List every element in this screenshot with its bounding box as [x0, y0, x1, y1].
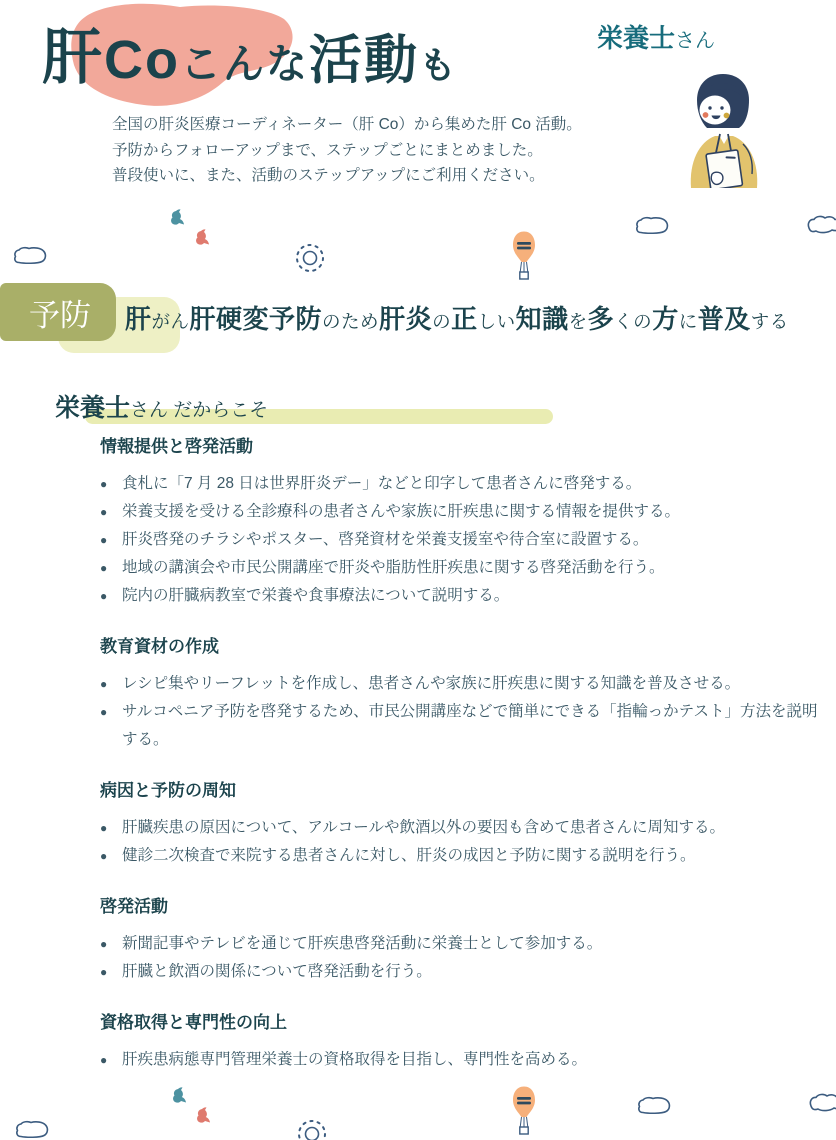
section-list	[100, 930, 830, 986]
list-item	[100, 554, 830, 582]
bullet-icon: ●	[100, 677, 108, 691]
list-item	[100, 958, 830, 986]
list-item-text: 栄養支援を受ける全診療科の患者さんや家族に肝疾患に関する情報を提供する。	[122, 503, 681, 520]
cloud-icon	[12, 246, 48, 266]
sections	[100, 436, 830, 1100]
activity-section	[100, 1012, 830, 1074]
list-item-text: 院内の肝臓病教室で栄養や食事療法について説明する。	[122, 587, 510, 604]
activity-section	[100, 780, 830, 870]
list-item	[100, 930, 830, 958]
activity-section	[100, 436, 830, 610]
sun-icon	[294, 1116, 330, 1140]
heading-segment: のため	[322, 311, 380, 332]
list-item	[100, 814, 830, 842]
bird-icon	[194, 1106, 218, 1130]
bullet-icon: ●	[100, 477, 108, 491]
heading-segment: 正	[451, 304, 478, 334]
bullet-icon: ●	[100, 849, 108, 863]
list-item	[100, 1046, 830, 1074]
audience-heading-rest: だからこそ	[168, 400, 269, 421]
step-tag: 予防	[0, 283, 116, 341]
section-list	[100, 670, 830, 754]
bullet-icon: ●	[100, 1053, 108, 1067]
list-item-text: レシピ集やリーフレットを作成し、患者さんや家族に肝疾患に関する知識を普及させる。	[122, 675, 741, 692]
section-title: 資格取得と専門性の向上	[100, 1013, 287, 1032]
list-item-text: 肝臓疾患の原因について、アルコールや飲酒以外の要因も含めて患者さんに周知する。	[122, 819, 725, 836]
bullet-icon: ●	[100, 505, 108, 519]
bullet-icon: ●	[100, 965, 108, 979]
list-item	[100, 470, 830, 498]
activity-section	[100, 896, 830, 986]
heading-segment: に	[678, 311, 698, 332]
audience-heading-suffix: さん	[130, 400, 169, 421]
list-item-text: 健診二次検査で来院する患者さんに対し、肝炎の成因と予防に関する説明を行う。	[122, 847, 696, 864]
title-part: 肝	[42, 24, 104, 91]
heading-segment: する	[750, 311, 789, 332]
list-item	[100, 698, 830, 754]
prevention-heading	[125, 299, 789, 336]
prevention-banner	[0, 283, 836, 353]
bird-icon	[168, 208, 192, 232]
list-item-text: 肝臓と飲酒の関係について啓発活動を行う。	[122, 963, 432, 980]
section-list	[100, 1046, 830, 1074]
heading-segment: がん	[151, 311, 190, 332]
bullet-icon: ●	[100, 937, 108, 951]
section-title: 病因と予防の周知	[100, 781, 236, 800]
activity-section	[100, 636, 830, 754]
section-list	[100, 814, 830, 870]
heading-segment: 普及	[697, 304, 751, 334]
heading-segment: 知識	[515, 304, 569, 334]
section-title: 教育資材の作成	[100, 637, 219, 656]
cloud-icon	[14, 1120, 50, 1140]
list-item	[100, 842, 830, 870]
bullet-icon: ●	[100, 533, 108, 547]
heading-segment: 肝	[125, 304, 152, 334]
intro-line: 予防からフォローアップまで、ステップごとにまとめました。	[112, 141, 543, 159]
bullet-icon: ●	[100, 821, 108, 835]
list-item-text: サルコペニア予防を啓発するため、市民公開講座などで簡単にできる「指輪っかテスト」方法を説明する。	[122, 703, 818, 748]
list-item-text: 食札に「7 月 28 日は世界肝炎デー」などと印字して患者さんに啓発する。	[122, 475, 642, 492]
title-part: も	[418, 45, 458, 86]
list-item	[100, 526, 830, 554]
intro-line: 全国の肝炎医療コーディネーター（肝 Co）から集めた肝 Co 活動。	[112, 116, 582, 133]
section-list	[100, 470, 830, 610]
section-title: 情報提供と啓発活動	[100, 437, 253, 456]
sun-icon	[292, 240, 328, 276]
audience-label-suffix: さん	[675, 30, 716, 52]
heading-segment: 多	[587, 304, 615, 334]
heading-segment: の	[432, 311, 452, 332]
heading-segment: くの	[614, 311, 653, 332]
list-item	[100, 582, 830, 610]
nutritionist-illustration	[681, 70, 765, 188]
audience-label	[597, 18, 715, 55]
list-item-text: 肝疾患病態専門管理栄養士の資格取得を目指し、専門性を高める。	[122, 1051, 588, 1068]
heading-segment: 肝硬変予防	[189, 304, 323, 334]
heading-segment: 肝炎	[379, 304, 433, 334]
list-item-text: 肝炎啓発のチラシやポスター、啓発資材を栄養支援室や待合室に設置する。	[122, 531, 649, 548]
section-title: 啓発活動	[100, 897, 168, 916]
audience-heading-main: 栄養士	[55, 394, 131, 422]
heading-segment: を	[568, 311, 588, 332]
audience-label-main: 栄養士	[597, 23, 676, 53]
bird-icon	[193, 228, 217, 252]
list-item	[100, 498, 830, 526]
cloud-icon	[806, 214, 836, 236]
title-part: Co	[104, 30, 180, 90]
audience-heading	[0, 388, 836, 428]
audience-heading-text	[55, 388, 268, 424]
list-item-text: 新聞記事やテレビを通じて肝疾患啓発活動に栄養士として参加する。	[122, 935, 603, 952]
cloud-icon	[634, 216, 670, 236]
intro-line: 普段使いに、また、活動のステップアップにご利用ください。	[112, 167, 545, 184]
bullet-icon: ●	[100, 561, 108, 575]
list-item	[100, 670, 830, 698]
intro-paragraph	[112, 112, 672, 189]
title-part: 活動	[308, 31, 419, 90]
list-item-text: 地域の講演会や市民公開講座で肝炎や脂肪性肝疾患に関する啓発活動を行う。	[122, 559, 665, 576]
bullet-icon: ●	[100, 705, 108, 719]
heading-segment: しい	[477, 311, 516, 332]
title-part: こんな	[179, 41, 309, 87]
page-title	[42, 10, 458, 96]
heading-segment: 方	[652, 304, 679, 334]
bullet-icon: ●	[100, 589, 108, 603]
hot-air-balloon-icon	[508, 230, 540, 280]
